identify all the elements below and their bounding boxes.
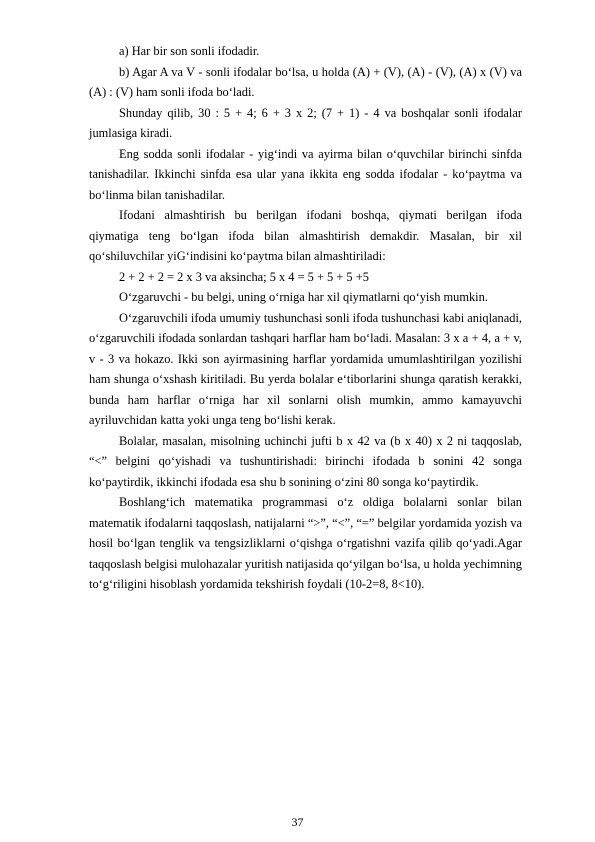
paragraph-7: O‘zgaruvchi - bu belgi, uning o‘rniga har xil qiymatlarni qo‘yish mumkin. [119,290,488,304]
paragraph-10: Boshlang‘ich matematika programmasi o‘z oldiga bolalarni sonlar bilan matematik ifodalarni taqqoslash, natijalarni “>”, “<”, “=” belgilar yordamida yozish va hosil bo‘lgan tenglik va tengsizliklarni o‘qishga o‘rgatishni vazifa qilib qo‘yadi.Agar taqqoslash belgisi mulohazalar yuritish natijasida qo‘yilgan bo‘lsa, u holda yechimning to‘g‘riligini hisoblash yordamida tekshirish foydali (10-2=8, 8<10). [89,495,522,591]
paragraph-2: b) Agar A va V - sonli ifodalar bo‘lsa, u holda (A) + (V), (A) - (V), (A) x (V) va (A) : (V) ham sonli ifoda bo‘ladi. [89,64,522,99]
paragraph-8: O‘zgaruvchili ifoda umumiy tushunchasi sonli ifoda tushunchasi kabi aniqlanadi, o‘zgaruvchili ifodada sonlardan tashqari harflar ham bo‘ladi. Masalan: 3 x a + 4, a + v, v - 3 va hokazo. Ikki son ayirmasining harflar yordamida umumlashtirilgan yozilishi ham shunga o‘xshash kiritiladi. Bu yerda bolalar e‘tiborlarini shunga qaratish kerakki, bunda ham harflar o‘rniga har xil sonlarni olish mumkin, ammo kamayuvchi ayriluvchidan katta yoki unga teng bo‘lishi kerak. [89,310,522,427]
paragraph-6: 2 + 2 + 2 = 2 x 3 va aksincha; 5 x 4 = 5 + 5 + 5 +5 [119,269,369,284]
paragraph-4: Eng sodda sonli ifodalar - yig‘indi va ayirma bilan o‘quvchilar birinchi sinfda tanishadilar. Ikkinchi sinfda esa ular yana ikkita eng sodda ifodalar - ko‘paytma va bo‘linma bilan tanishadilar. [89,146,522,202]
paragraph-5: Ifodani almashtirish bu berilgan ifodani boshqa, qiymati berilgan ifoda qiymatiga teng bo‘lgan ifoda bilan almashtirish demakdir. Masalan, bir xil qo‘shiluvchilar yiG‘indisini ko‘paytma bilan almashtiriladi: [89,208,522,263]
page-number: 37 [291,815,304,829]
paragraph-1: a) Har bir son sonli ifodadir. [119,44,260,58]
document-body [89,41,522,595]
paragraph-3: Shunday qilib, 30 : 5 + 4; 6 + 3 x 2; (7 + 1) - 4 va boshqalar sonli ifodalar jumlasiga kiradi. [89,105,522,140]
paragraph-9: Bolalar, masalan, misolning uchinchi jufti b x 42 va (b x 40) x 2 ni taqqoslab, “<” belgini qo‘yishadi va tushuntirishadi: birinchi ifodada b sonini 42 songa ko‘paytirdik, ikkinchi ifodada esa shu b sonining o‘zini 80 songa ko‘paytirdik. [89,433,522,489]
